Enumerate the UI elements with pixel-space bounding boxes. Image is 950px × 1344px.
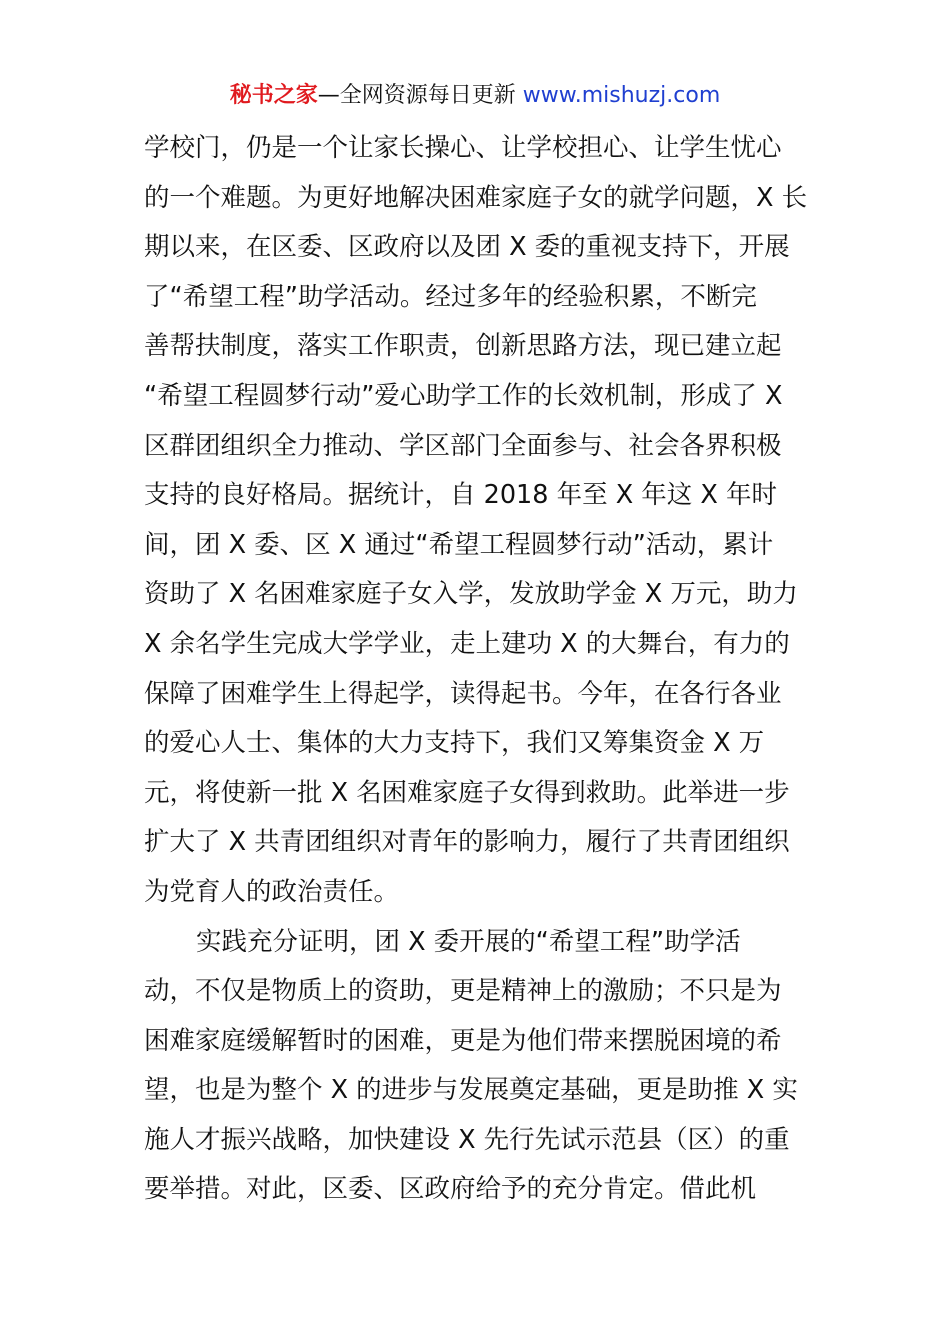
text-line: 动，不仅是物质上的资助，更是精神上的激励；不只是为: [144, 976, 782, 1007]
text-line: 区群团组织全力推动、学区部门全面参与、社会各界积极: [144, 430, 782, 461]
text-line: 困难家庭缓解暂时的困难，更是为他们带来摆脱困境的希: [144, 1025, 782, 1056]
text-line: 了“希望工程”助学活动。经过多年的经验积累，不断完: [144, 281, 757, 312]
page-header: [0, 78, 950, 114]
text-line: 为党育人的政治责任。: [144, 876, 400, 907]
text-line: 元，将使新一批 X 名困难家庭子女得到救助。此举进一步: [144, 777, 790, 808]
text-line: 善帮扶制度，落实工作职责，创新思路方法，现已建立起: [144, 331, 782, 362]
site-tagline: —全网资源每日更新: [317, 83, 516, 108]
text-line: 望，也是为整个 X 的进步与发展奠定基础，更是助推 X 实: [144, 1075, 798, 1106]
text-line: 间，团 X 委、区 X 通过“希望工程圆梦行动”活动，累计: [144, 529, 774, 560]
text-line: 学校门，仍是一个让家长操心、让学校担心、让学生忧心: [144, 133, 782, 163]
text-line: 的爱心人士、集体的大力支持下，我们又筹集资金 X 万: [144, 728, 765, 759]
text-line: X 余名学生完成大学学业，走上建功 X 的大舞台，有力的: [144, 628, 790, 659]
text-line: “希望工程圆梦行动”爱心助学工作的长效机制，形成了 X: [144, 380, 783, 411]
site-brand: 秘书之家: [229, 83, 318, 108]
text-line-paragraph-start: 实践充分证明，团 X 委开展的“希望工程”助学活: [196, 926, 741, 957]
text-line: 扩大了 X 共青团组织对青年的影响力，履行了共青团组织: [144, 827, 790, 858]
text-line: 期以来，在区委、区政府以及团 X 委的重视支持下，开展: [144, 232, 790, 263]
text-line: 资助了 X 名困难家庭子女入学，发放助学金 X 万元，助力: [144, 579, 798, 610]
text-line: 支持的良好格局。据统计，自 2018 年至 X 年这 X 年时: [144, 480, 777, 511]
text-line: 施人才振兴战略，加快建设 X 先行先试示范县（区）的重: [144, 1124, 790, 1155]
text-line: 要举措。对此，区委、区政府给予的充分肯定。借此机: [144, 1174, 757, 1205]
site-url-link[interactable]: www.mishuzj.com: [522, 83, 721, 108]
document-body: [144, 124, 809, 1215]
text-line: 的一个难题。为更好地解决困难家庭子女的就学问题，X 长: [144, 182, 808, 213]
text-line: 保障了困难学生上得起学，读得起书。今年，在各行各业: [144, 678, 782, 709]
